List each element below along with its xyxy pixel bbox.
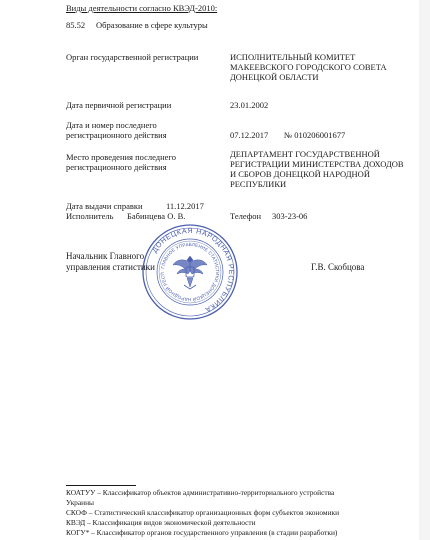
footnote-item: Украины [66, 498, 95, 507]
last-action-label: регистрационного действия [66, 130, 167, 140]
place-value-line: И СБОРОВ ДОНЕЦКОЙ НАРОДНОЙ [230, 169, 370, 179]
place-value-line: РЕСПУБЛИКИ [230, 179, 287, 189]
issue-date-value: 11.12.2017 [166, 201, 204, 211]
place-value-line: ДЕПАРТАМЕНТ ГОСУДАРСТВЕННОЙ [230, 149, 380, 159]
place-value-line: РЕГИСТРАЦИИ МИНИСТЕРСТВА ДОХОДОВ [230, 159, 404, 169]
kved-title: Виды деятельности согласно КВЭД-2010: [66, 3, 218, 13]
authority-value-line: МАКЕЕВСКОГО ГОРОДСКОГО СОВЕТА [230, 62, 387, 72]
executor-value: Бабинцева О. В. [127, 211, 186, 221]
footnote-item: КОАТУУ – Классификатор объектов административно-территориального устройства [66, 488, 335, 497]
authority-value-line: ДОНЕЦКОЙ ОБЛАСТИ [230, 72, 319, 82]
place-label: Место проведения последнего [66, 152, 176, 162]
footnote-item: КОГУ* – Классификатор органов государственного управления (в стадии разработки) [66, 528, 338, 537]
place-label: регистрационного действия [66, 162, 167, 172]
activity-code: 85.52 [66, 20, 86, 30]
last-action-number: № 010206001677 [284, 130, 346, 140]
stamp-inner-text: ГЛАВНОЕ УПРАВЛЕНИЕ СТАТИСТИКИ ДОНЕЦКОЙ НАРОДНОЙ РЕСП [159, 241, 221, 303]
signatory-name: Г.В. Скобцова [311, 262, 365, 272]
official-stamp [140, 222, 240, 322]
last-action-label: Дата и номер последнего [66, 120, 157, 130]
first-registration-date: 23.01.2002 [230, 100, 269, 110]
phone-value: 303-23-06 [272, 211, 308, 221]
executor-label: Исполнитель [66, 211, 114, 221]
signatory-position: Начальник Главного [66, 251, 145, 261]
authority-value-line: ИСПОЛНИТЕЛЬНЫЙ КОМИТЕТ [230, 52, 356, 62]
footnote-separator [66, 485, 136, 486]
eagle-emblem-icon [173, 256, 207, 289]
stamp-outer-text: ДОНЕЦКАЯ НАРОДНАЯ РЕСПУБЛИКА [149, 225, 237, 315]
page-edge-shadow [419, 0, 430, 540]
phone-label: Телефон [230, 211, 262, 221]
activity-name: Образование в сфере культуры [96, 20, 208, 30]
last-action-date: 07.12.2017 [230, 130, 269, 140]
footnote-item: СКОФ – Статистический классификатор организационных форм субъектов экономики [66, 508, 340, 517]
first-registration-label: Дата первичной регистрации [66, 100, 172, 110]
footnote-item: КВЭД – Классификация видов экономической деятельности [66, 518, 256, 527]
authority-label: Орган государственной регистрации [66, 52, 199, 62]
issue-date-label: Дата выдачи справки [66, 201, 143, 211]
signatory-position: управления статистики [66, 262, 155, 272]
